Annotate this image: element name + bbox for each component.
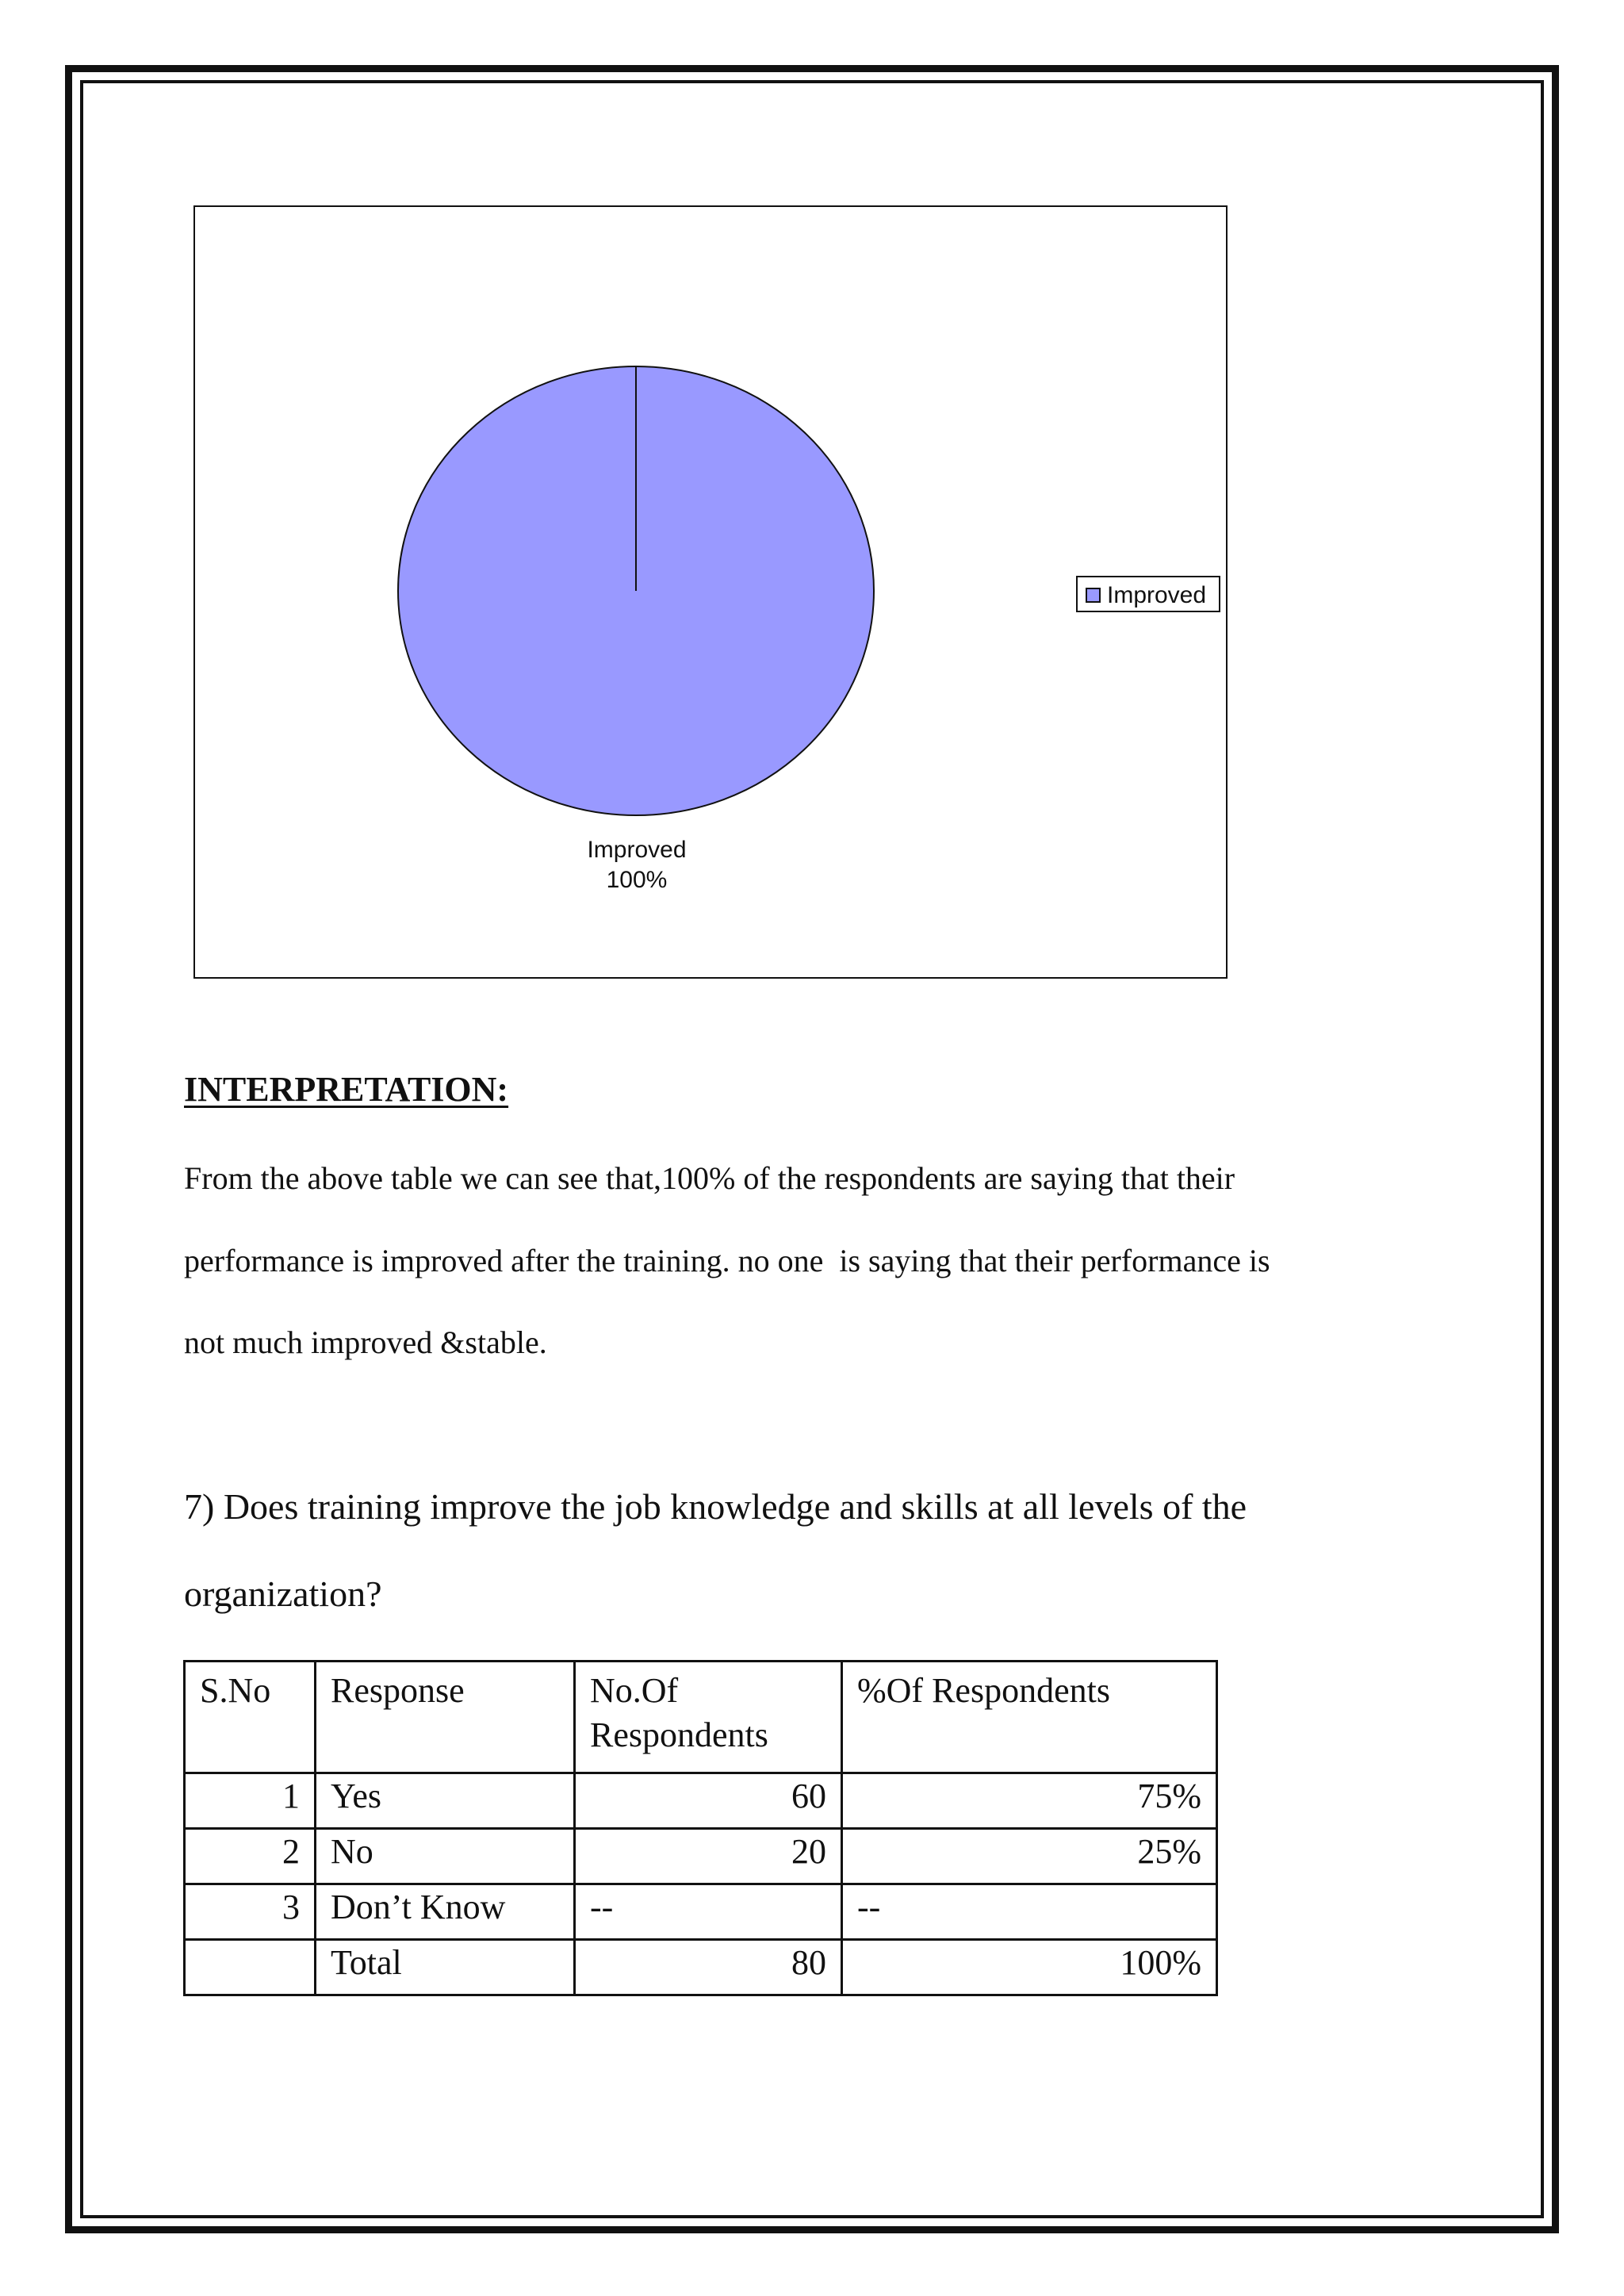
cell-count: 60 bbox=[575, 1773, 842, 1829]
pie-slices bbox=[398, 366, 874, 815]
cell-count: 80 bbox=[575, 1940, 842, 1995]
cell-percent: 25% bbox=[842, 1829, 1217, 1884]
cell-count: 20 bbox=[575, 1829, 842, 1884]
cell-sno: 2 bbox=[185, 1829, 316, 1884]
pie-chart-frame bbox=[193, 205, 1228, 979]
interpretation-line: not much improved &stable. bbox=[184, 1324, 547, 1360]
cell-response: Yes bbox=[316, 1773, 575, 1829]
cell-sno bbox=[185, 1940, 316, 1995]
cell-percent: -- bbox=[842, 1884, 1217, 1940]
cell-response: Total bbox=[316, 1940, 575, 1995]
header-count: No.Of Respondents bbox=[575, 1662, 842, 1773]
pie-chart bbox=[195, 207, 1226, 977]
table-header-row bbox=[185, 1662, 1217, 1773]
slice-percent-label: 100% bbox=[606, 867, 668, 893]
cell-percent: 100% bbox=[842, 1940, 1217, 1995]
header-sno: S.No bbox=[185, 1662, 316, 1773]
legend-entry: Improved bbox=[1107, 582, 1207, 608]
table-row-total bbox=[185, 1940, 1217, 1995]
cell-percent: 75% bbox=[842, 1773, 1217, 1829]
response-table bbox=[183, 1660, 1218, 1996]
legend-swatch bbox=[1086, 588, 1100, 602]
cell-response: Don’t Know bbox=[316, 1884, 575, 1940]
legend bbox=[1077, 577, 1220, 611]
interpretation-line: From the above table we can see that,100% of the respondents are saying that their bbox=[184, 1160, 1235, 1196]
interpretation-heading: INTERPRETATION: bbox=[184, 1070, 509, 1109]
question-line: 7) Does training improve the job knowledge and skills at all levels of the bbox=[184, 1486, 1247, 1527]
cell-count: -- bbox=[575, 1884, 842, 1940]
table-row bbox=[185, 1829, 1217, 1884]
interpretation-line: performance is improved after the training. no one is saying that their performance is bbox=[184, 1243, 1270, 1278]
header-percent: %Of Respondents bbox=[842, 1662, 1217, 1773]
cell-response: No bbox=[316, 1829, 575, 1884]
cell-sno: 1 bbox=[185, 1773, 316, 1829]
slice-label: Improved bbox=[587, 837, 687, 863]
question-line: organization? bbox=[184, 1573, 382, 1614]
cell-sno: 3 bbox=[185, 1884, 316, 1940]
table-row bbox=[185, 1884, 1217, 1940]
table-row bbox=[185, 1773, 1217, 1829]
header-response: Response bbox=[316, 1662, 575, 1773]
